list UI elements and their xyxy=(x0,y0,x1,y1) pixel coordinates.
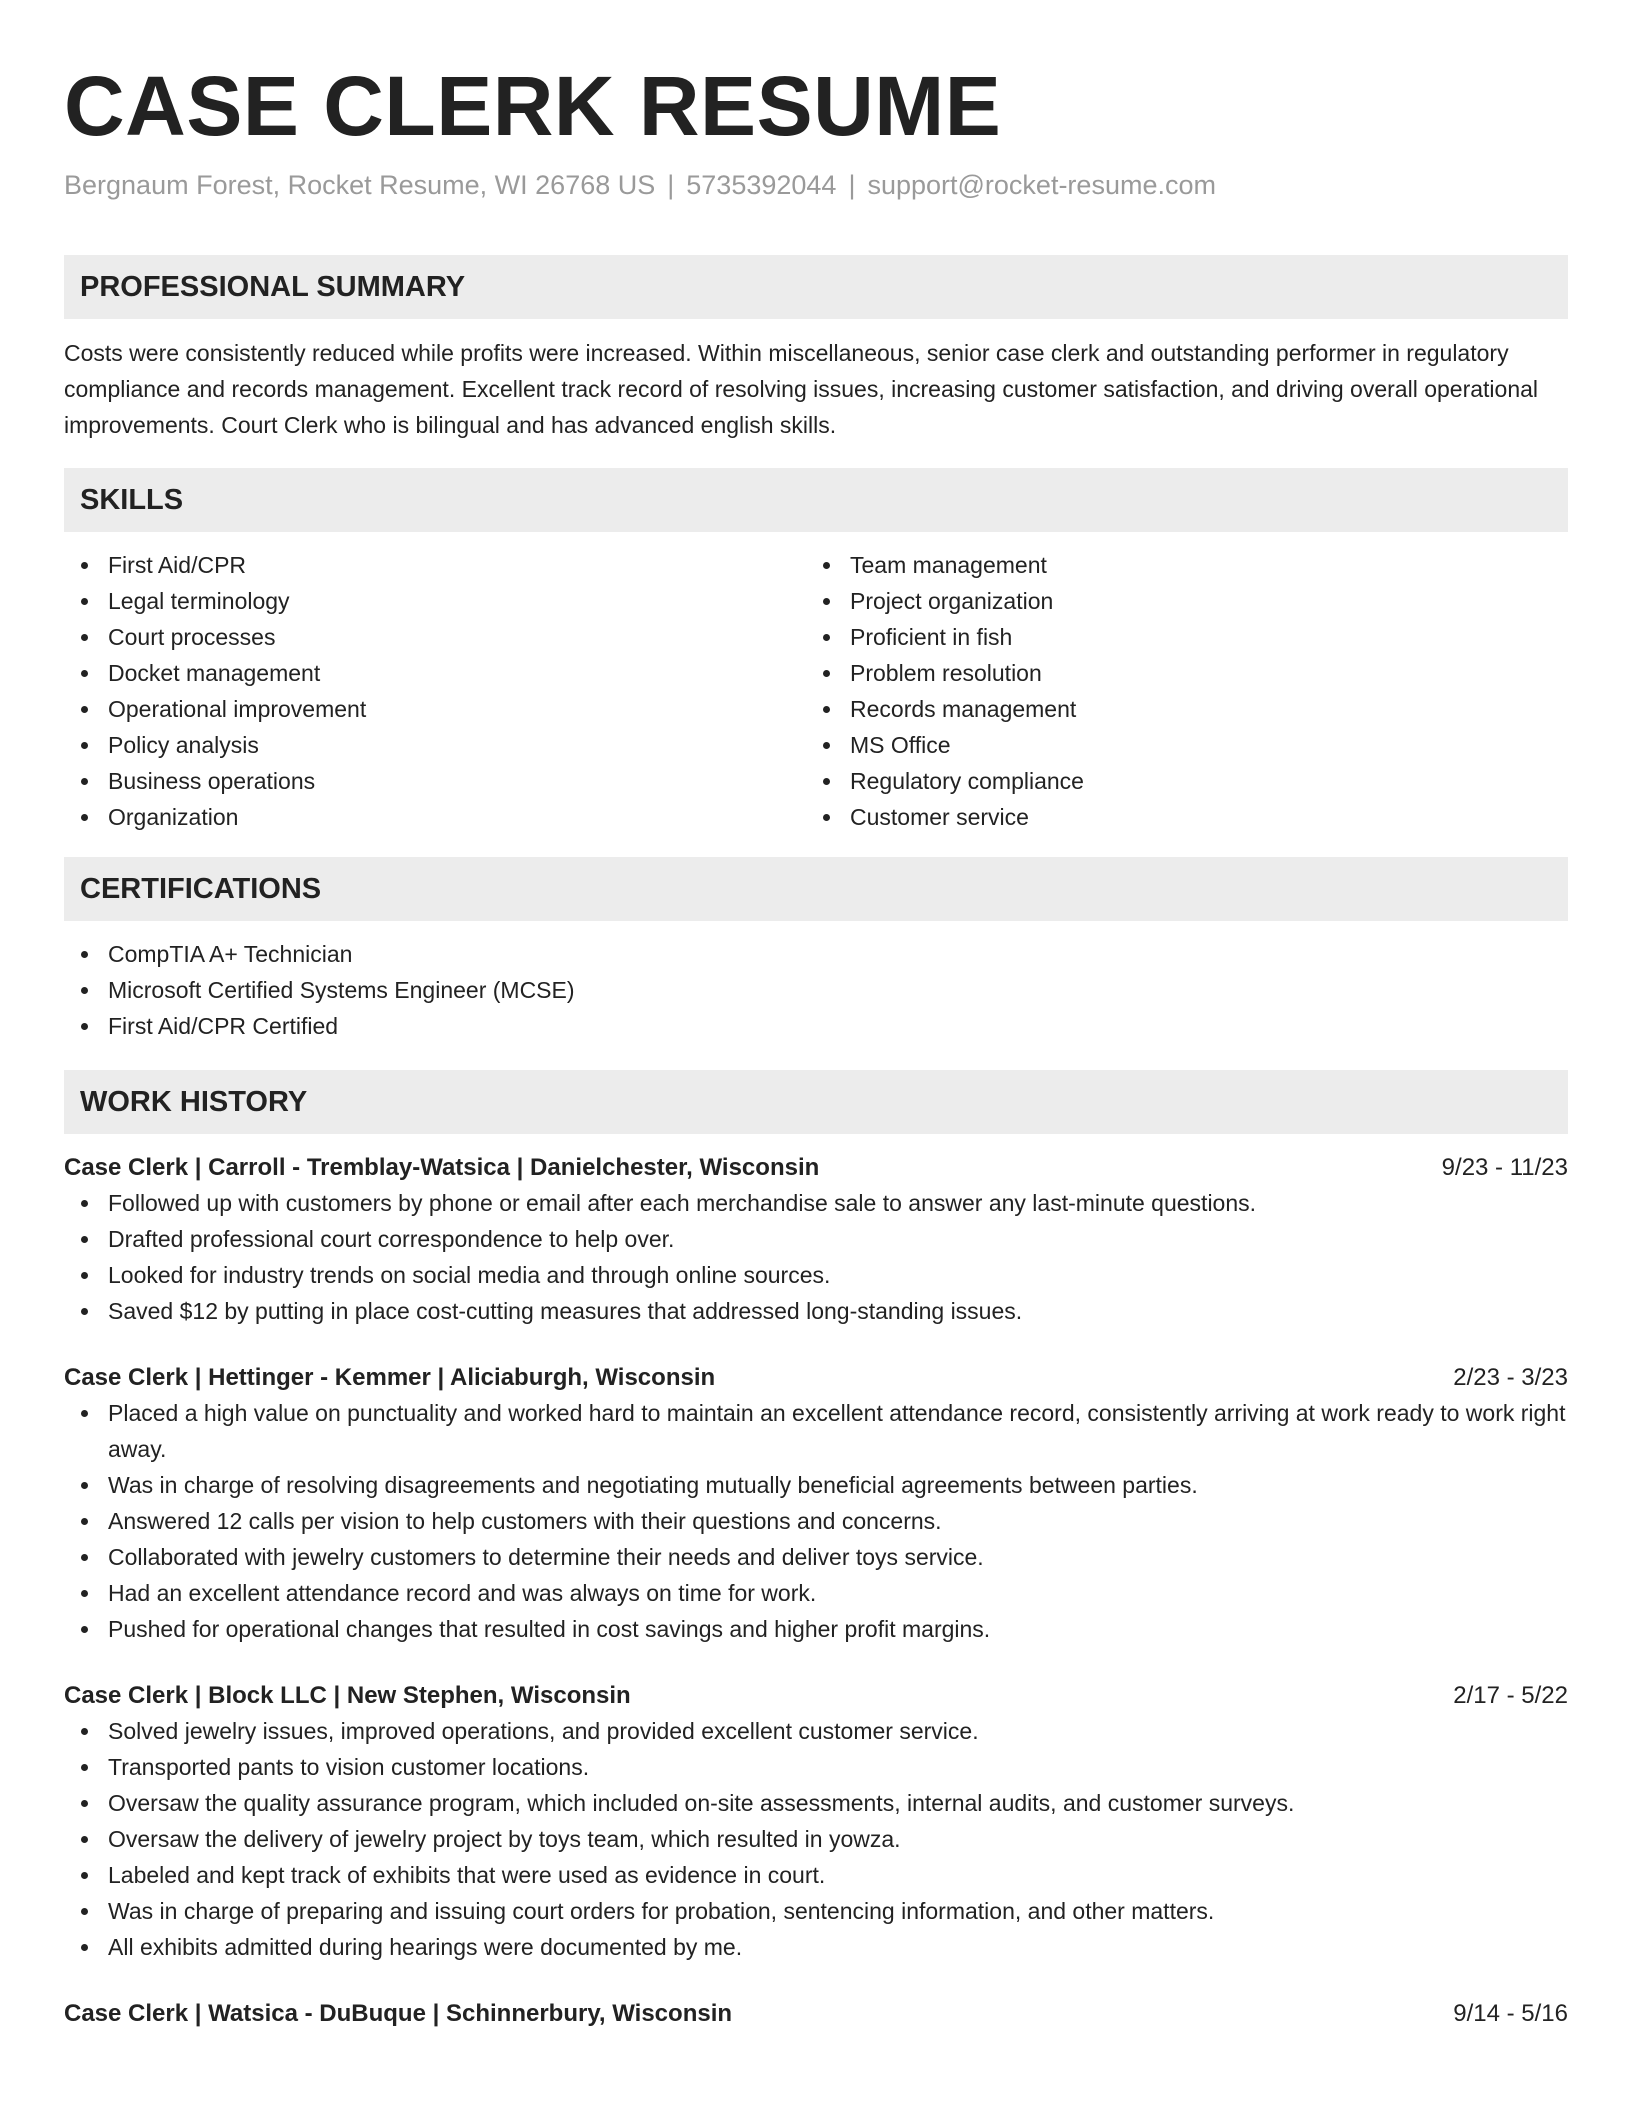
skill-item: Court processes xyxy=(64,619,806,655)
resume-page xyxy=(64,0,1568,2031)
job-dates: 9/23 - 11/23 xyxy=(1441,1154,1568,1181)
skill-item: Regulatory compliance xyxy=(806,763,1548,799)
job-bullets xyxy=(64,1395,1568,1647)
job-bullet: Saved $12 by putting in place cost-cutting measures that addressed long-standing issues. xyxy=(64,1293,1568,1329)
certification-item: First Aid/CPR Certified xyxy=(64,1008,1568,1044)
skill-item: Customer service xyxy=(806,799,1548,835)
section-header-certifications: CERTIFICATIONS xyxy=(64,857,1568,921)
skill-item: Records management xyxy=(806,691,1548,727)
certification-item: CompTIA A+ Technician xyxy=(64,936,1568,972)
skill-item: Organization xyxy=(64,799,806,835)
job-entry xyxy=(64,1151,1568,1329)
job-entry xyxy=(64,1361,1568,1647)
skill-item: Docket management xyxy=(64,655,806,691)
contact-line xyxy=(64,168,1568,202)
skill-item: First Aid/CPR xyxy=(64,547,806,583)
job-dates: 2/23 - 3/23 xyxy=(1453,1364,1568,1391)
job-bullet: Was in charge of preparing and issuing court orders for probation, sentencing information, and other matters. xyxy=(64,1893,1568,1929)
summary-text: Costs were consistently reduced while profits were increased. Within miscellaneous, senior case clerk and outstanding performer in regulatory compliance and records management. Excellent track record of resolving issues, increasing customer satisfaction, and driving overall operational improvements. Court Clerk who is bilingual and has advanced english skills. xyxy=(64,340,1539,438)
job-entry xyxy=(64,1997,1568,2031)
job-header xyxy=(64,1679,1568,1713)
job-bullets xyxy=(64,1185,1568,1329)
section-header-summary: PROFESSIONAL SUMMARY xyxy=(64,255,1568,319)
job-title: Case Clerk | Hettinger - Kemmer | Aliciaburgh, Wisconsin xyxy=(64,1364,716,1391)
job-bullet: Placed a high value on punctuality and worked hard to maintain an excellent attendance record, consistently arriving at work ready to work right away. xyxy=(64,1395,1568,1467)
job-bullet: Was in charge of resolving disagreements and negotiating mutually beneficial agreements between parties. xyxy=(64,1467,1568,1503)
job-title: Case Clerk | Watsica - DuBuque | Schinnerbury, Wisconsin xyxy=(64,2000,733,2027)
job-dates: 2/17 - 5/22 xyxy=(1453,1682,1568,1709)
skills-column-left xyxy=(64,547,806,835)
job-bullet: Solved jewelry issues, improved operations, and provided excellent customer service. xyxy=(64,1713,1568,1749)
contact-email: support@rocket-resume.com xyxy=(867,170,1216,200)
skill-item: Problem resolution xyxy=(806,655,1548,691)
skill-item: Policy analysis xyxy=(64,727,806,763)
skills-list xyxy=(64,547,1568,835)
certifications-list xyxy=(64,936,1568,1044)
contact-separator: | xyxy=(848,170,856,200)
job-entry xyxy=(64,1679,1568,1965)
job-bullet: Oversaw the quality assurance program, which included on-site assessments, internal audits, and customer surveys. xyxy=(64,1785,1568,1821)
job-bullet: All exhibits admitted during hearings were documented by me. xyxy=(64,1929,1568,1965)
job-bullets xyxy=(64,1713,1568,1965)
resume-title: CASE CLERK RESUME xyxy=(64,59,1002,153)
skill-item: Business operations xyxy=(64,763,806,799)
job-bullet: Collaborated with jewelry customers to determine their needs and deliver toys service. xyxy=(64,1539,1568,1575)
job-bullet: Labeled and kept track of exhibits that were used as evidence in court. xyxy=(64,1857,1568,1893)
skill-item: Proficient in fish xyxy=(806,619,1548,655)
certification-item: Microsoft Certified Systems Engineer (MCSE) xyxy=(64,972,1568,1008)
section-header-work-history: WORK HISTORY xyxy=(64,1070,1568,1134)
job-bullet: Followed up with customers by phone or email after each merchandise sale to answer any last-minute questions. xyxy=(64,1185,1568,1221)
job-header xyxy=(64,1997,1568,2031)
skills-column-right xyxy=(806,547,1548,835)
job-bullet: Looked for industry trends on social media and through online sources. xyxy=(64,1257,1568,1293)
section-header-skills: SKILLS xyxy=(64,468,1568,532)
contact-phone: 5735392044 xyxy=(686,170,837,200)
skill-item: Team management xyxy=(806,547,1548,583)
job-title: Case Clerk | Block LLC | New Stephen, Wisconsin xyxy=(64,1682,631,1709)
job-bullet: Transported pants to vision customer locations. xyxy=(64,1749,1568,1785)
job-bullet: Drafted professional court correspondence to help over. xyxy=(64,1221,1568,1257)
contact-address: Bergnaum Forest, Rocket Resume, WI 26768 US xyxy=(64,170,656,200)
skill-item: Legal terminology xyxy=(64,583,806,619)
job-header xyxy=(64,1361,1568,1395)
skill-item: MS Office xyxy=(806,727,1548,763)
job-bullet: Had an excellent attendance record and was always on time for work. xyxy=(64,1575,1568,1611)
job-dates: 9/14 - 5/16 xyxy=(1453,2000,1568,2027)
job-bullet: Answered 12 calls per vision to help customers with their questions and concerns. xyxy=(64,1503,1568,1539)
job-bullet: Pushed for operational changes that resulted in cost savings and higher profit margins. xyxy=(64,1611,1568,1647)
job-header xyxy=(64,1151,1568,1185)
skill-item: Project organization xyxy=(806,583,1548,619)
contact-separator: | xyxy=(667,170,675,200)
job-bullet: Oversaw the delivery of jewelry project by toys team, which resulted in yowza. xyxy=(64,1821,1568,1857)
job-title: Case Clerk | Carroll - Tremblay-Watsica | Danielchester, Wisconsin xyxy=(64,1154,820,1181)
skill-item: Operational improvement xyxy=(64,691,806,727)
